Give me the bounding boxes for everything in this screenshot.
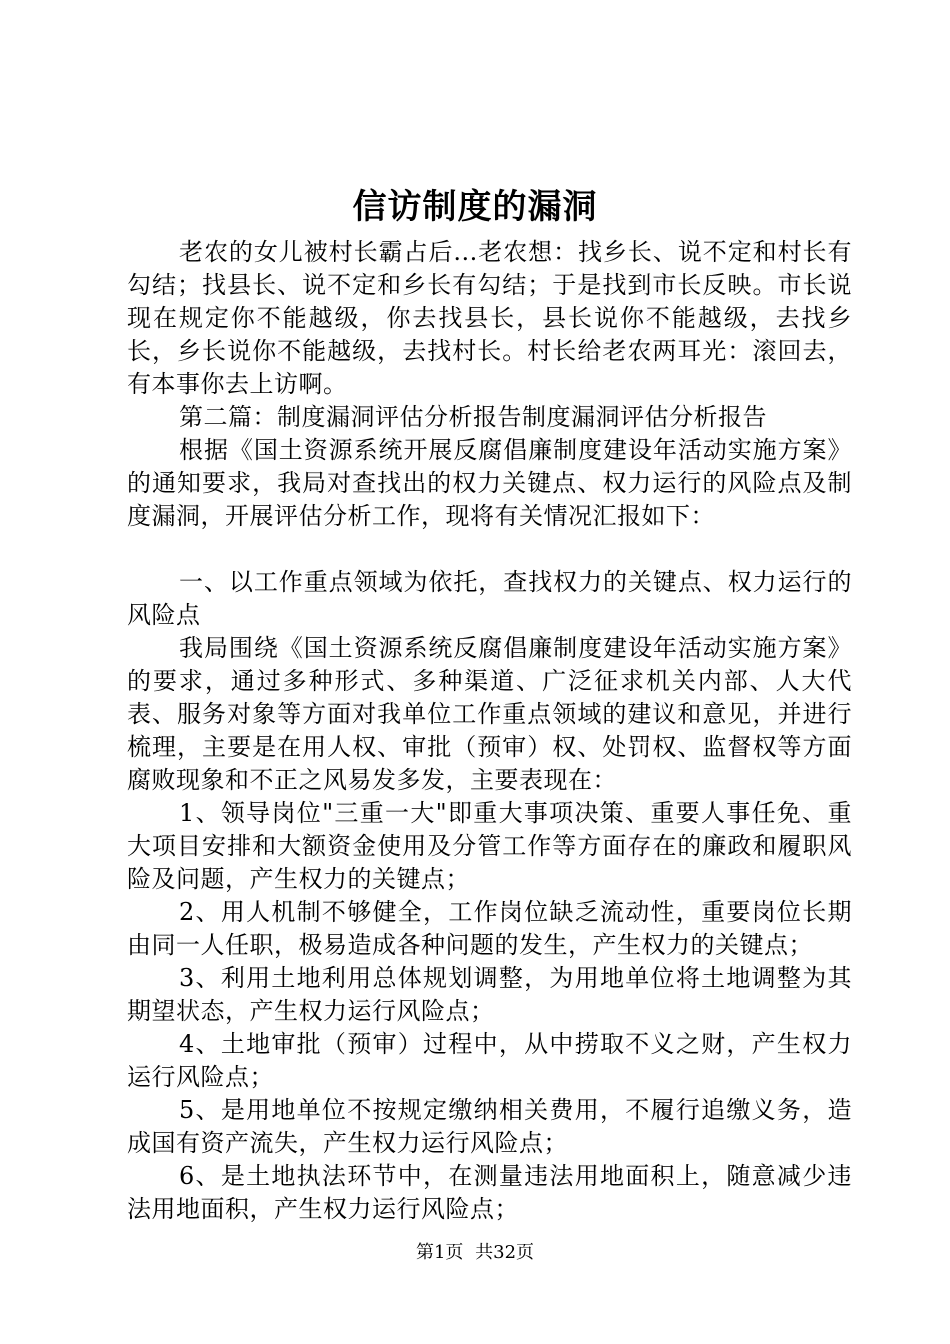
page-footer <box>0 1241 950 1265</box>
paragraph-overview: 我局围绕《国土资源系统反腐倡廉制度建设年活动实施方案》的要求，通过多种形式、多种渠道、广泛征求机关内部、人大代表、服务对象等方面对我单位工作重点领域的建议和意见，并进行梳理，主要是在用人权、审批（预审）权、处罚权、监督权等方面腐败现象和不正之风易发多发，主要表现在： <box>127 634 852 794</box>
list-item-3: 3、利用土地利用总体规划调整，为用地单位将土地调整为其期望状态，产生权力运行风险点； <box>127 964 852 1025</box>
list-item-5: 5、是用地单位不按规定缴纳相关费用，不履行追缴义务，造成国有资产流失，产生权力运行风险点； <box>127 1096 852 1157</box>
page-number: 第1页 <box>415 1242 464 1263</box>
document-body <box>127 236 852 1226</box>
list-item-4: 4、土地审批（预审）过程中，从中捞取不义之财，产生权力运行风险点； <box>127 1030 852 1091</box>
paragraph-spacer <box>127 533 852 566</box>
list-item-6: 6、是土地执法环节中，在测量违法用地面积上，随意减少违法用地面积，产生权力运行风险点； <box>127 1162 852 1223</box>
paragraph-heading-1: 一、以工作重点领域为依托，查找权力的关键点、权力运行的风险点 <box>127 568 852 629</box>
paragraph-intro: 根据《国土资源系统开展反腐倡廉制度建设年活动实施方案》的通知要求，我局对查找出的权力关键点、权力运行的风险点及制度漏洞，开展评估分析工作，现将有关情况汇报如下： <box>127 436 852 530</box>
paragraph-section-heading: 第二篇：制度漏洞评估分析报告制度漏洞评估分析报告 <box>179 403 767 431</box>
page-total: 共32页 <box>475 1242 535 1263</box>
paragraph-story: 老农的女儿被村长霸占后...老农想：找乡长、说不定和村长有勾结；找县长、说不定和乡长有勾结；于是找到市长反映。市长说现在规定你不能越级，你去找县长，县长说你不能越级，去找乡长，乡长说你不能越级，去找村长。村长给老农两耳光：滚回去，有本事你去上访啊。 <box>127 238 852 398</box>
list-item-2: 2、用人机制不够健全，工作岗位缺乏流动性，重要岗位长期由同一人任职，极易造成各种问题的发生，产生权力的关键点； <box>127 898 852 959</box>
document-title: 信访制度的漏洞 <box>352 187 598 227</box>
list-item-1: 1、领导岗位"三重一大"即重大事项决策、重要人事任免、重大项目安排和大额资金使用及分管工作等方面存在的廉政和履职风险及问题，产生权力的关键点； <box>127 799 852 893</box>
